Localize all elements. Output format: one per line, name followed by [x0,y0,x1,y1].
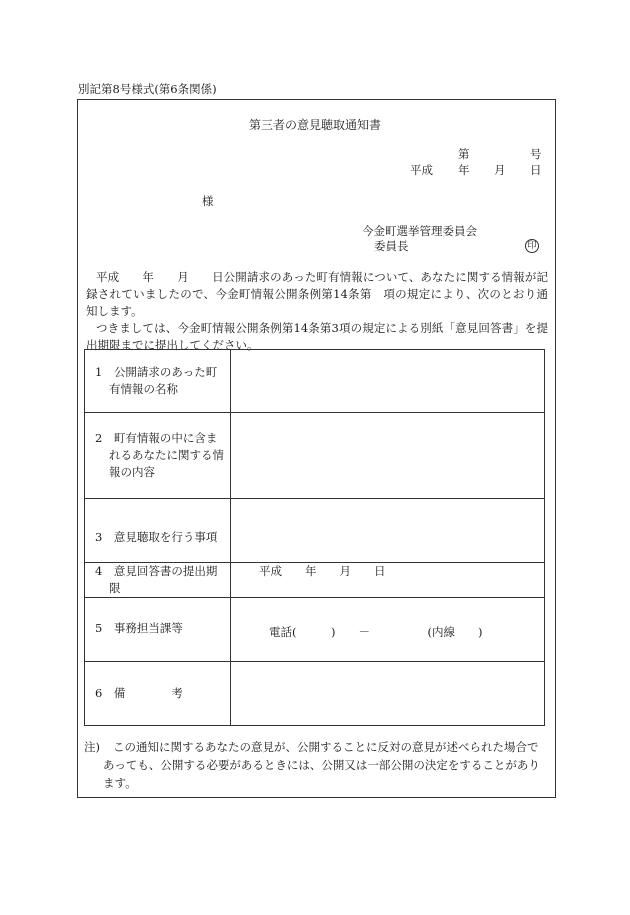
row-label-3: 3 意見聴取を行う事項 [85,499,231,563]
row-label-1: 1 公開請求のあった町有情報の名称 [85,350,231,413]
row-label-5: 5 事務担当課等 [85,598,231,662]
body-paragraph-2: つきましては、今金町情報公開条例第14条第3項の規定による別紙「意見回答書」を提出期限までに提出してください。 [86,321,548,352]
row-value-1 [231,350,545,413]
table-row [85,563,545,598]
table-row [85,598,545,662]
table-row [85,350,545,413]
sender-organization: 今金町選挙管理委員会 [362,224,477,238]
phone-value: 電話( ) － (内線 ) [231,598,545,662]
form-number-label: 別記第8号様式(第6条関係) [78,82,217,96]
date-month: 月 [494,163,506,177]
sender-title: 委員長 [374,239,409,253]
seal-mark: 印 [525,239,539,253]
row-label-6: 6 備 考 [85,662,231,726]
date-era: 平成 [410,163,433,177]
footnote-mark: 注) [84,740,100,754]
footnote [84,738,546,792]
footnote-text: この通知に関するあなたの意見が、公開することに反対の意見が述べられた場合であっても、公開する必要があるときには、公開又は一部公開の決定をすることがあります。 [103,740,540,790]
number-go: 号 [530,147,542,161]
date-day: 日 [530,163,542,177]
number-dai: 第 [458,147,470,161]
row-value-6 [231,662,545,726]
table-row [85,499,545,563]
date-year: 年 [458,163,470,177]
row-value-2 [231,413,545,499]
table-row [85,413,545,499]
addressee-honorific: 様 [202,194,214,208]
row-label-4: 4 意見回答書の提出期限 [85,563,231,598]
row-label-2: 2 町有情報の中に含まれるあなたに関する情報の内容 [85,413,231,499]
submission-deadline-value: 平成 年 月 日 [231,563,545,598]
document-title: 第三者の意見聴取通知書 [248,118,381,132]
table-row [85,662,545,726]
information-table [84,349,545,726]
row-value-3 [231,499,545,563]
body-paragraph-1: 平成 年 月 日公開請求のあった町有情報について、あなたに関する情報が記録されていましたので、今金町情報公開条例第14条第 項の規定により、次のとおり通知します。 [86,270,548,318]
